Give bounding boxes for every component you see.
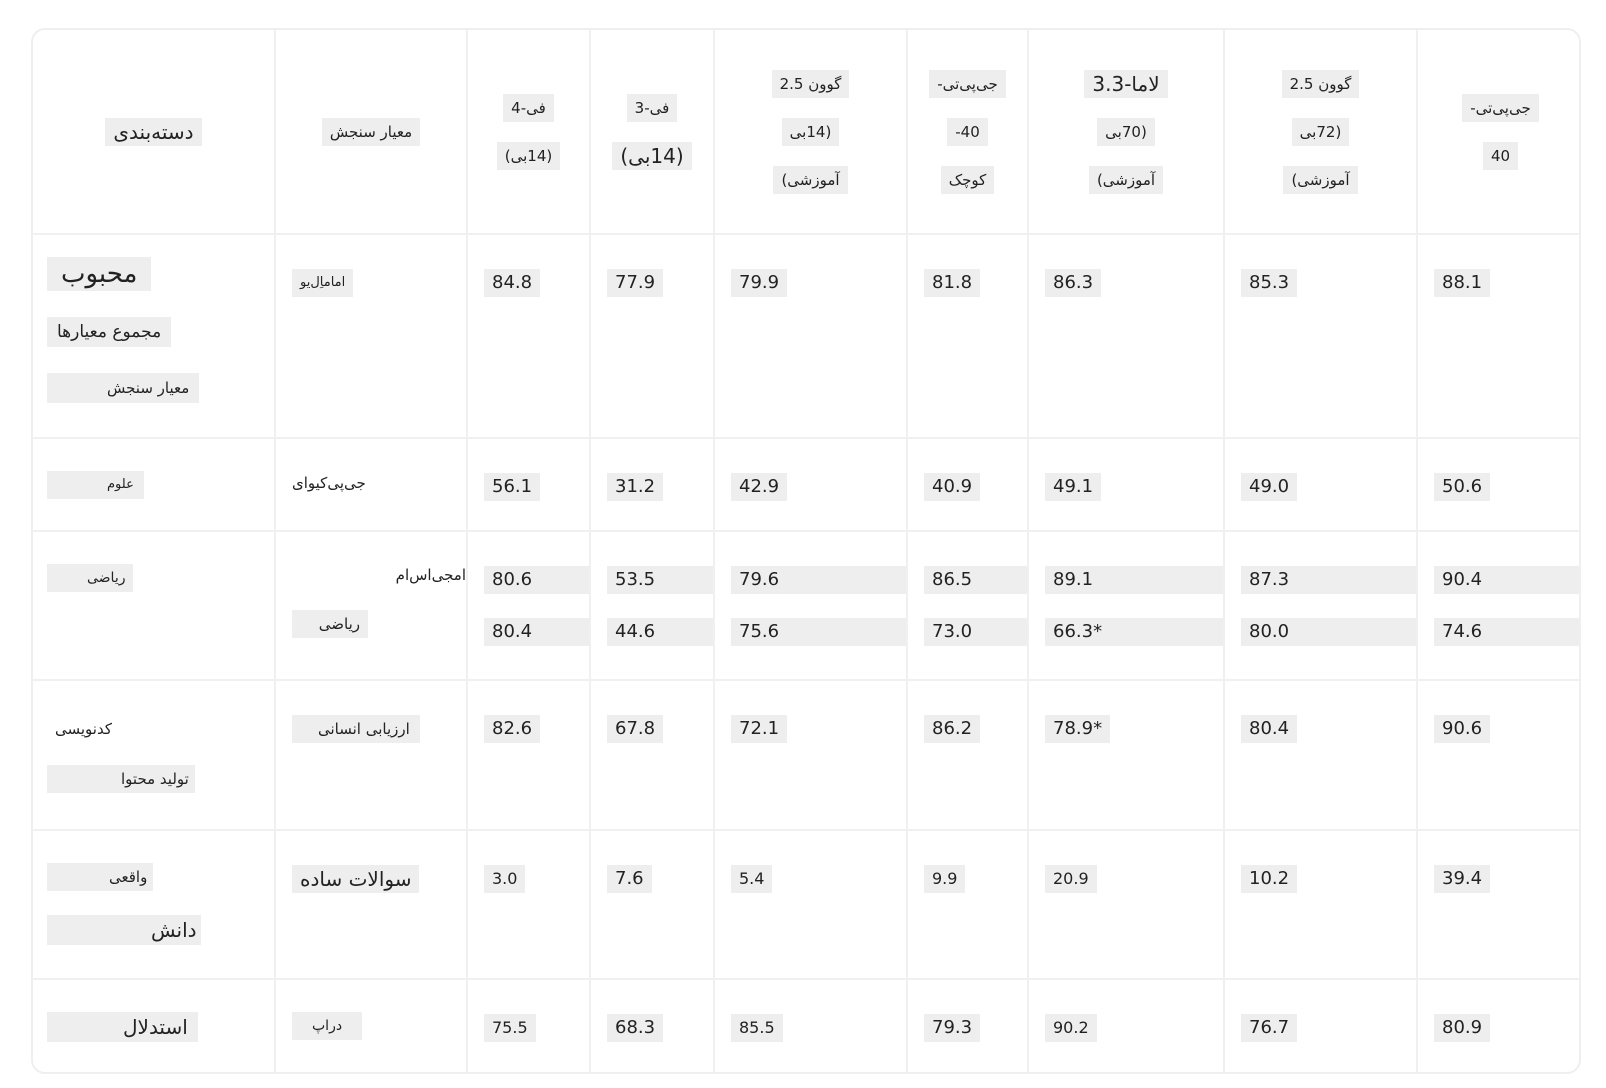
score-cell [1417, 531, 1581, 680]
score-value: 67.8 [607, 715, 663, 743]
score-cell [714, 438, 907, 531]
score-value: 40.9 [924, 473, 980, 501]
score-cell [1417, 234, 1581, 438]
model-size: (70بی [1097, 118, 1155, 146]
benchmark-table [33, 30, 1581, 1072]
score-cell [467, 438, 590, 531]
score-value: 76.7 [1241, 1014, 1297, 1042]
score-cell [907, 234, 1028, 438]
score-cell [590, 680, 714, 829]
score-cell [590, 234, 714, 438]
model-name: فی-4 [503, 94, 554, 122]
score-cell [1224, 234, 1417, 438]
score-value: 84.8 [484, 269, 540, 297]
score-value: 85.5 [731, 1014, 783, 1042]
score-value: 90.2 [1045, 1014, 1097, 1042]
benchmark-cell [275, 830, 467, 979]
benchmark-cell [275, 531, 467, 680]
category-cell [33, 438, 275, 531]
category-label: علوم [47, 471, 144, 499]
category-label: کدنویسی [55, 720, 112, 739]
score-value: 53.5 [607, 566, 713, 594]
model-variant: کوچک [941, 166, 995, 194]
score-cell [714, 680, 907, 829]
score-value: 86.3 [1045, 269, 1101, 297]
benchmark-cell [275, 234, 467, 438]
category-cell [33, 830, 275, 979]
score-value: 74.6 [1434, 618, 1581, 646]
score-cell [1224, 680, 1417, 829]
score-cell [467, 830, 590, 979]
score-value: 79.6 [731, 566, 906, 594]
header-category [33, 30, 275, 234]
score-cell [1224, 531, 1417, 680]
table-row [33, 680, 1581, 829]
benchmark-cell [275, 680, 467, 829]
score-cell [907, 830, 1028, 979]
score-cell [590, 531, 714, 680]
table-row [33, 234, 1581, 438]
score-value: 81.8 [924, 269, 980, 297]
table-row [33, 531, 1581, 680]
score-value: 49.1 [1045, 473, 1101, 501]
score-value: 72.1 [731, 715, 787, 743]
score-cell [1224, 830, 1417, 979]
category-label: ریاضی [47, 564, 133, 592]
benchmark-label: اماماِل‌یو [292, 269, 353, 297]
score-value: 20.9 [1045, 865, 1097, 893]
category-label: واقعی [47, 863, 153, 891]
score-value: 80.9 [1434, 1014, 1490, 1042]
model-variant: آموزشی) [1089, 166, 1163, 194]
model-size: (72بی [1292, 118, 1350, 146]
category-cell [33, 979, 275, 1072]
score-cell [467, 234, 590, 438]
score-cell [590, 438, 714, 531]
score-value: 78.9* [1045, 715, 1110, 743]
header-model-gpt4o [1417, 30, 1581, 234]
score-cell [467, 680, 590, 829]
benchmark-cell [275, 438, 467, 531]
score-cell [1028, 531, 1224, 680]
header-model-phi3 [590, 30, 714, 234]
score-value: 66.3* [1045, 618, 1223, 646]
score-value: 42.9 [731, 473, 787, 501]
score-cell [1028, 438, 1224, 531]
score-cell [590, 979, 714, 1072]
score-value: 85.3 [1241, 269, 1297, 297]
category-label: معیار سنجش [47, 373, 199, 403]
score-value: 77.9 [607, 269, 663, 297]
model-size: 40 [1483, 142, 1518, 170]
score-value: 39.4 [1434, 865, 1490, 893]
score-value: 10.2 [1241, 865, 1297, 893]
score-value: 31.2 [607, 473, 663, 501]
score-value: 86.5 [924, 566, 1027, 594]
score-value: 82.6 [484, 715, 540, 743]
score-value: 87.3 [1241, 566, 1416, 594]
category-cell [33, 234, 275, 438]
score-cell [1028, 234, 1224, 438]
benchmark-label: دراپ [292, 1012, 362, 1040]
header-benchmark [275, 30, 467, 234]
score-value: 80.6 [484, 566, 589, 594]
benchmark-table-frame [31, 28, 1581, 1074]
model-name: جی‌پی‌تی- [1462, 94, 1539, 122]
model-variant: آموزشی) [773, 166, 847, 194]
benchmark-label: ارزیابی انسانی [292, 715, 420, 743]
table-row [33, 830, 1581, 979]
header-model-qwen72 [1224, 30, 1417, 234]
category-cell [33, 531, 275, 680]
score-value: 73.0 [924, 618, 1027, 646]
score-cell [1417, 438, 1581, 531]
model-size: (14بی) [612, 142, 691, 170]
header-row [33, 30, 1581, 234]
score-value: 3.0 [484, 865, 525, 893]
score-value: 90.4 [1434, 566, 1581, 594]
score-cell [1417, 680, 1581, 829]
score-value: 79.3 [924, 1014, 980, 1042]
model-size: -40 [947, 118, 988, 146]
benchmark-header-label: معیار سنجش [322, 118, 420, 146]
score-value: 5.4 [731, 865, 772, 893]
score-cell [714, 830, 907, 979]
benchmark-label: سوالات ساده [292, 865, 419, 893]
score-value: 75.5 [484, 1014, 536, 1042]
category-header-label: دسته‌بندی [105, 118, 201, 146]
score-cell [467, 979, 590, 1072]
benchmark-label: جی‌پی‌کیوای [292, 474, 366, 493]
score-value: 80.0 [1241, 618, 1416, 646]
category-label: دانش [47, 915, 201, 945]
score-cell [1417, 830, 1581, 979]
score-cell [714, 531, 907, 680]
header-model-phi4 [467, 30, 590, 234]
score-cell [1028, 830, 1224, 979]
benchmark-label: ریاضی [292, 610, 368, 638]
score-cell [714, 234, 907, 438]
score-cell [590, 830, 714, 979]
score-value: 7.6 [607, 865, 652, 893]
score-value: 44.6 [607, 618, 713, 646]
score-value: 75.6 [731, 618, 906, 646]
score-cell [907, 979, 1028, 1072]
score-cell [907, 438, 1028, 531]
score-value: 86.2 [924, 715, 980, 743]
model-variant: آموزشی) [1283, 166, 1357, 194]
score-value: 56.1 [484, 473, 540, 501]
score-value: 80.4 [484, 618, 589, 646]
benchmark-label: امجی‌اس‌ام [395, 566, 466, 585]
score-cell [467, 531, 590, 680]
model-name: فی-3 [627, 94, 678, 122]
header-model-gpt4o-mini [907, 30, 1028, 234]
score-value: 79.9 [731, 269, 787, 297]
table-row [33, 979, 1581, 1072]
score-cell [714, 979, 907, 1072]
category-label: استدلال [47, 1012, 198, 1042]
score-value: 88.1 [1434, 269, 1490, 297]
benchmark-cell [275, 979, 467, 1072]
score-value: 68.3 [607, 1014, 663, 1042]
score-cell [907, 531, 1028, 680]
header-model-llama [1028, 30, 1224, 234]
category-label: تولید محتوا [47, 765, 195, 793]
header-model-qwen14 [714, 30, 907, 234]
model-size: (14بی) [497, 142, 560, 170]
score-value: 80.4 [1241, 715, 1297, 743]
score-cell [907, 680, 1028, 829]
category-cell [33, 680, 275, 829]
score-value: 90.6 [1434, 715, 1490, 743]
score-cell [1417, 979, 1581, 1072]
score-value: 9.9 [924, 865, 965, 893]
score-cell [1028, 680, 1224, 829]
table-row [33, 438, 1581, 531]
category-label: مجموع معیارها [47, 317, 171, 347]
score-cell [1224, 438, 1417, 531]
category-label: محبوب [47, 257, 151, 291]
score-cell [1224, 979, 1417, 1072]
model-name: لاما-3.3 [1084, 70, 1167, 98]
model-name: گوون 2.5 [1282, 70, 1360, 98]
score-cell [1028, 979, 1224, 1072]
model-size: (14بی [782, 118, 840, 146]
score-value: 50.6 [1434, 473, 1490, 501]
model-name: گوون 2.5 [772, 70, 850, 98]
score-value: 49.0 [1241, 473, 1297, 501]
score-value: 89.1 [1045, 566, 1223, 594]
model-name: جی‌پی‌تی- [929, 70, 1006, 98]
